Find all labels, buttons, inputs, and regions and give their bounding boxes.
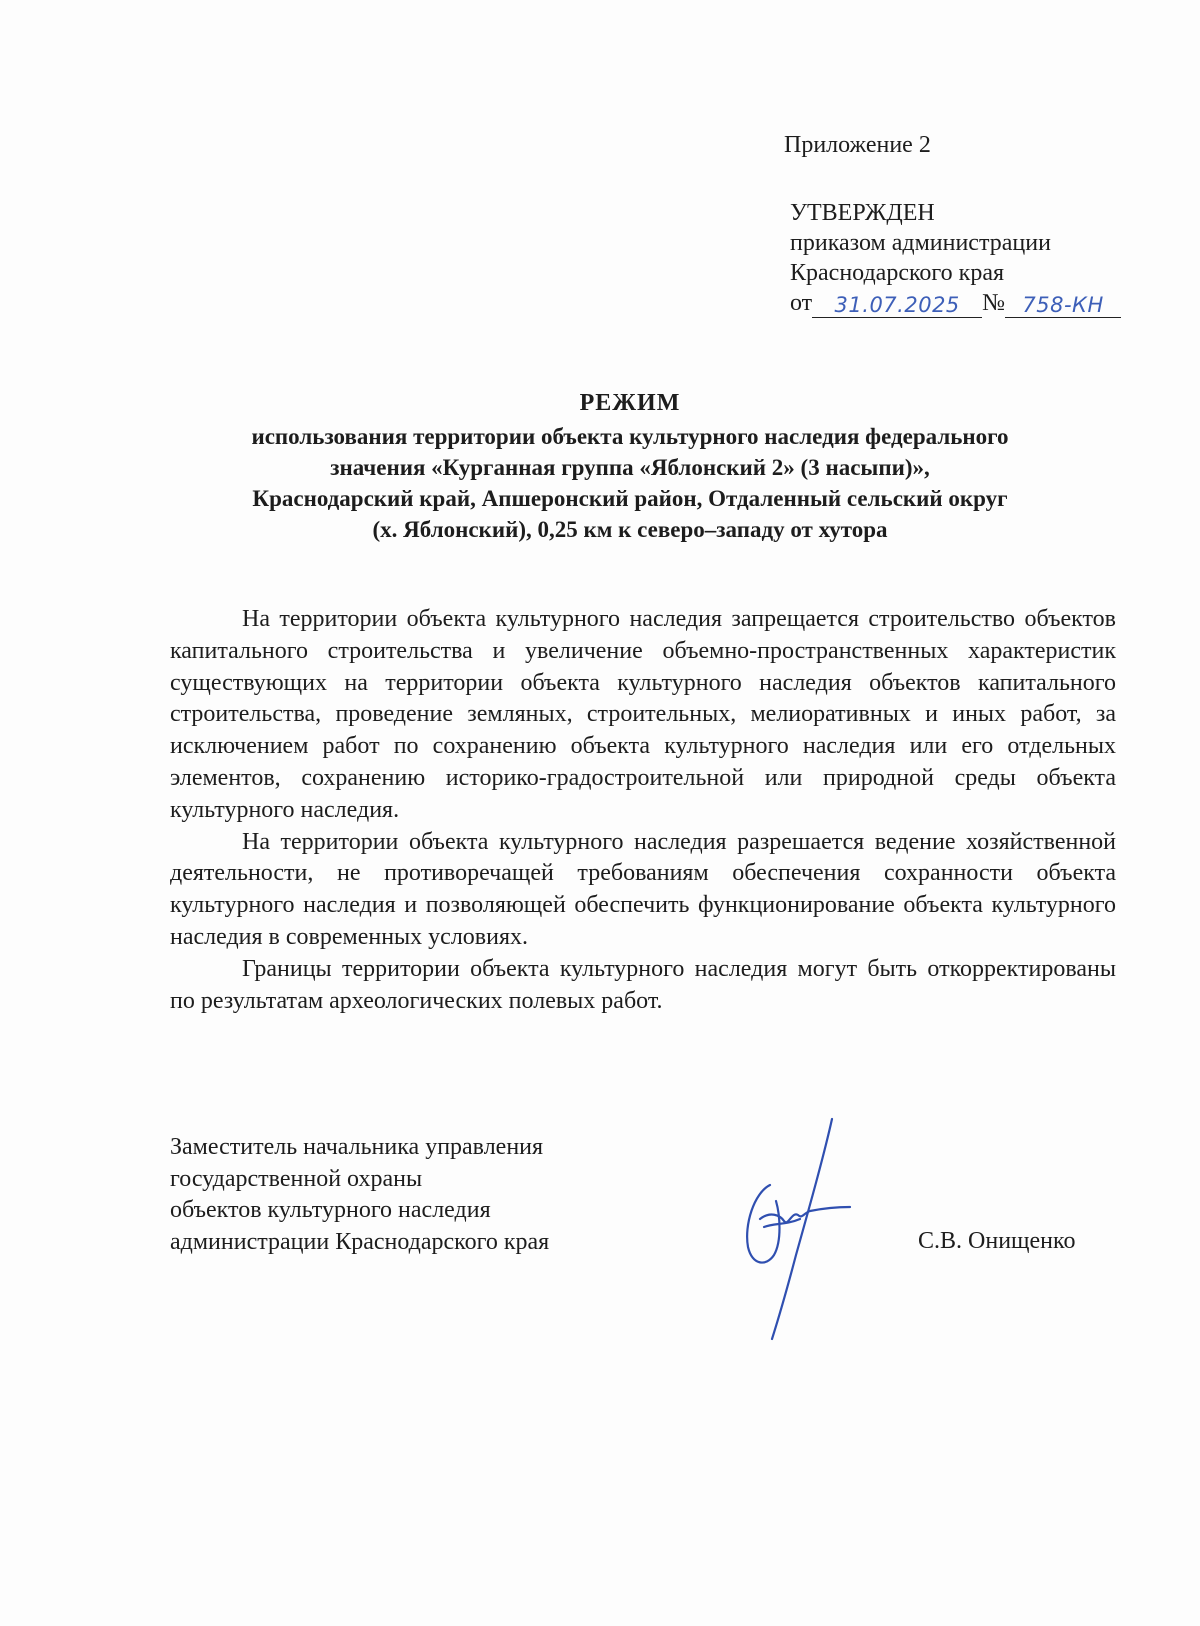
document-title xyxy=(130,388,1130,545)
number-prefix: № xyxy=(982,290,1006,316)
approved-stamp-text: УТВЕРЖДЕН xyxy=(790,200,935,226)
approval-block xyxy=(790,198,1170,318)
signer-position-line-1: Заместитель начальника управления xyxy=(170,1134,544,1160)
signer-position xyxy=(170,1132,549,1258)
body-paragraph-2: На территории объекта культурного наследия разрешается ведение хозяйственной деятельности, не противоречащей требованиям обеспечения сохранности объекта культурного наследия и позволяющей обеспечить функционирование объекта культурного наследия в современных условиях. xyxy=(170,828,1116,950)
approved-by-line-2: Краснодарского края xyxy=(790,260,1005,286)
order-date-handwritten: 31.07.2025 xyxy=(812,293,982,318)
document-body xyxy=(170,604,1116,1017)
signer-position-line-3: объектов культурного наследия xyxy=(170,1197,491,1223)
date-prefix: от xyxy=(790,290,813,316)
handwritten-signature xyxy=(740,1115,870,1345)
body-paragraph-1: На территории объекта культурного наследия запрещается строительство объектов капитального строительства и увеличение объемно-пространственных характеристик существующих на территории объекта культурного наследия объектов капитального строительства, проведение земляных, строительных, мелиоративных и иных работ, за исключением работ по сохранению объекта культурного наследия или его отдельных элементов, сохранению историко-градостроительной или природной среды объекта культурного наследия. xyxy=(170,606,1116,823)
body-paragraph-3: Границы территории объекта культурного наследия могут быть откорректированы по результатам археологических полевых работ. xyxy=(170,955,1116,1014)
order-number-handwritten: 758-КН xyxy=(1005,293,1121,318)
approved-by-line-1: приказом администрации xyxy=(790,230,1051,256)
title-main: РЕЖИМ xyxy=(579,390,681,416)
title-line-2: значения «Курганная группа «Яблонский 2» (3 насыпи)», xyxy=(330,455,930,480)
signer-position-line-2: государственной охраны xyxy=(170,1165,423,1192)
signer-position-line-4: администрации Краснодарского края xyxy=(170,1228,550,1255)
order-date-number-row xyxy=(790,288,1170,318)
title-line-3: Краснодарский край, Апшеронский район, Отдаленный сельский округ xyxy=(252,486,1008,511)
title-line-4: (х. Яблонский), 0,25 км к северо–западу от хутора xyxy=(372,517,888,542)
appendix-label: Приложение 2 xyxy=(784,132,931,158)
signer-name: С.В. Онищенко xyxy=(918,1228,1076,1254)
title-line-1: использования территории объекта культурного наследия федерального xyxy=(251,424,1009,449)
